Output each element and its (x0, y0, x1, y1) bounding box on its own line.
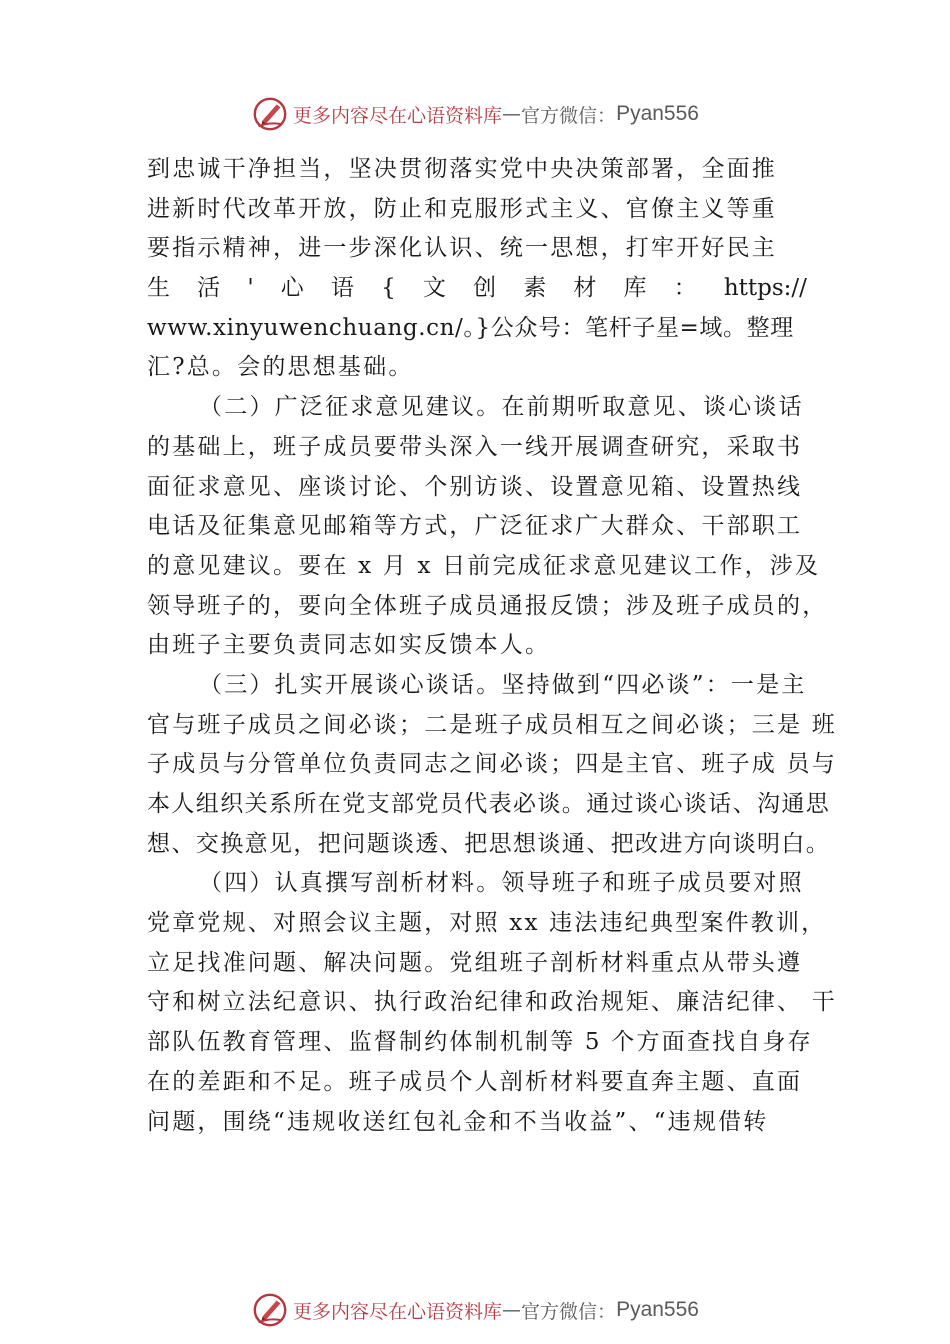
pen-logo-icon (251, 95, 289, 133)
body-line: 面征求意见、座谈讨论、个别访谈、设置意见箱、设置热线 (147, 473, 803, 500)
spread-token: ' (247, 275, 254, 302)
banner-main-text: 更多内容尽在心语资料库 (293, 104, 503, 127)
spread-token: 生 (147, 275, 170, 302)
body-line: www.xinyuwenchuang.cn/。}公众号：笔杆子星=域。整理 (147, 314, 794, 341)
banner-separator: — (502, 1299, 522, 1321)
banner-main-text: 更多内容尽在心语资料库 (293, 1300, 503, 1323)
banner-wechat-label: 官方微信： (521, 104, 617, 127)
body-line-spread (147, 269, 807, 309)
body-line: 立足找准问题、解决问题。党组班子剖析材料重点从带头遵 (147, 949, 803, 976)
banner-wechat-label: 官方微信： (521, 1300, 617, 1323)
body-line: 部队伍教育管理、监督制约体制机制等 5 个方面查找自身存 (147, 1029, 813, 1056)
spread-token: 创 (473, 275, 497, 302)
spread-token: 文 (422, 275, 446, 302)
body-line: 守和树立法纪意识、执行政治纪律和政治规矩、廉洁纪律、 干 (147, 989, 837, 1016)
body-line: 在的差距和不足。班子成员个人剖析材料要直奔主题、直面 (147, 1068, 803, 1095)
paragraph-start-line: （三）扎实开展谈心谈话。坚持做到“四必谈”：一是主 (199, 671, 807, 698)
body-line: 问题，围绕“违规收送红包礼金和不当收益”、“违规借转 (147, 1108, 769, 1135)
spread-token: 活 (197, 275, 221, 302)
body-line: 党章党规、对照会议主题，对照 xx 违法违纪典型案件教训， (147, 910, 827, 937)
body-line: 要指示精神，进一步深化认识、统一思想，打牢开好民主 (147, 235, 777, 262)
body-line: 想、交换意见，把问题谈透、把思想谈通、把改进方向谈明白。 (147, 830, 831, 857)
document-body (147, 150, 837, 1142)
spread-token: 素 (523, 275, 547, 302)
banner-wechat-id: Pyan556 (616, 102, 699, 125)
body-line: 的基础上，班子成员要带头深入一线开展调查研究，采取书 (147, 433, 803, 460)
paragraph-start-line: （二）广泛征求意见建议。在前期听取意见、谈心谈话 (199, 394, 804, 421)
body-line: 官与班子成员之间必谈；二是班子成员相互之间必谈；三是 班 (147, 711, 837, 738)
body-line: 电话及征集意见邮箱等方式，广泛征求广大群众、干部职工 (147, 513, 803, 540)
header-banner (0, 92, 950, 136)
banner-wechat-id: Pyan556 (616, 1298, 699, 1321)
spread-token: { (381, 275, 396, 302)
spread-token: 材 (573, 275, 597, 302)
footer-banner (0, 1288, 950, 1332)
body-line: 领导班子的，要向全体班子成员通报反馈；涉及班子成员的， (147, 592, 828, 619)
spread-token: 库 (623, 275, 647, 302)
body-line: 汇?总。会的思想基础。 (147, 354, 414, 381)
body-line: 的意见建议。要在 x 月 x 日前完成征求意见建议工作，涉及 (147, 552, 821, 579)
paragraph-start-line: （四）认真撰写剖析材料。领导班子和班子成员要对照 (199, 870, 804, 897)
banner-separator: — (502, 103, 522, 125)
spread-token: https:// (723, 275, 807, 302)
body-line: 进新时代改革开放，防止和克服形式主义、官僚主义等重 (147, 195, 777, 222)
body-line: 到忠诚干净担当，坚决贯彻落实党中央决策部署，全面推 (147, 156, 777, 182)
spread-token: ： (673, 275, 697, 302)
spread-token: 心 (280, 275, 304, 302)
body-line: 由班子主要负责同志如实反馈本人。 (147, 632, 551, 659)
spread-token: 语 (330, 275, 354, 302)
body-line: 子成员与分管单位负责同志之间必谈；四是主官、班子成 员与 (147, 751, 837, 778)
body-line: 本人组织关系所在党支部党员代表必谈。通过谈心谈话、沟通思 (147, 791, 831, 817)
pen-logo-icon (251, 1291, 289, 1329)
